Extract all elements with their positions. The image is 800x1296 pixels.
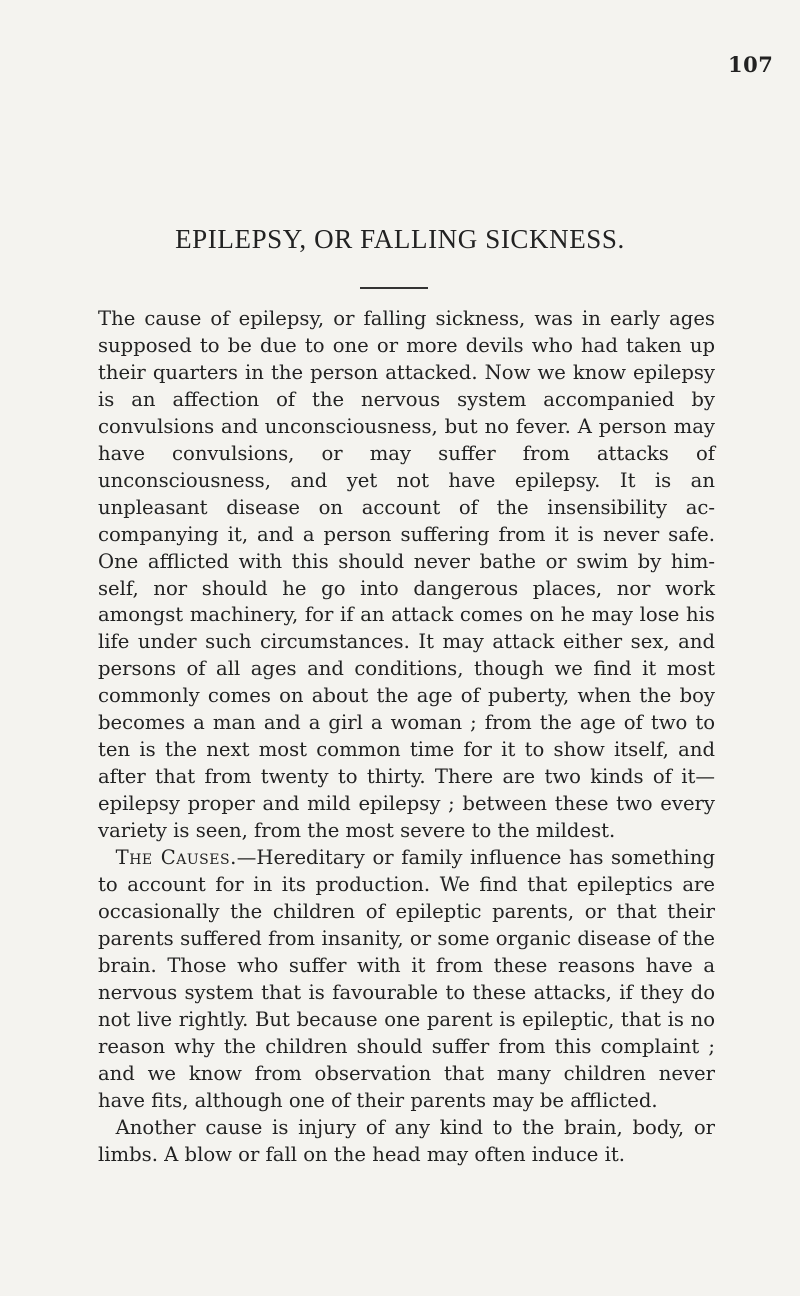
page-number: 107 bbox=[728, 52, 774, 77]
paragraph-causes bbox=[98, 845, 715, 1115]
paragraph-intro: The cause of epilepsy, or falling sickness, was in early ages supposed to be due to one or more devils who had taken up their quarters in the person attacked. Now we know epilepsy is an affection of the nervous system accompanied by convulsions and unconsciousness, but no fever. A person may have convulsions, or may suffer from attacks of unconsciousness, and yet not have epilepsy. It is an unpleasant disease on account of the insensibility accompanying it, and a person suffering from it is never safe. One afflicted with this should never bathe or swim by himself, nor should he go into dangerous places, nor work amongst machinery, for if an attack comes on he may lose his life under such circumstances. It may attack either sex, and persons of all ages and conditions, though we find it most commonly comes on about the age of puberty, when the boy becomes a man and a girl a woman ; from the age of two to ten is the next most common time for it to show itself, and after that from twenty to thirty. There are two kinds of it—epilepsy proper and mild epilepsy ; between these two every variety is seen, from the most severe to the mildest. bbox=[98, 307, 715, 843]
paragraph-injury: Another cause is injury of any kind to the brain, body, or limbs. A blow or fall on the head may often induce it. bbox=[98, 1115, 715, 1166]
paragraph-causes-text: —Hereditary or family influence has something to account for in its production. We find that epileptics are occasionally the children of epileptic parents, or that their parents suffered from insanity, or some organic disease of the brain. Those who suffer with it from these reasons have a nervous system that is favourable to these attacks, if they do not live rightly. But because one parent is epileptic, that is no reason why the children should suffer from this complaint ; and we know from observation that many children never have fits, although one of their parents may be afflicted. bbox=[98, 846, 715, 1112]
title-divider bbox=[360, 287, 428, 289]
section-heading-causes: The Causes. bbox=[115, 846, 237, 870]
body-text bbox=[98, 306, 715, 1169]
chapter-title: EPILEPSY, OR FALLING SICKNESS. bbox=[175, 224, 625, 254]
